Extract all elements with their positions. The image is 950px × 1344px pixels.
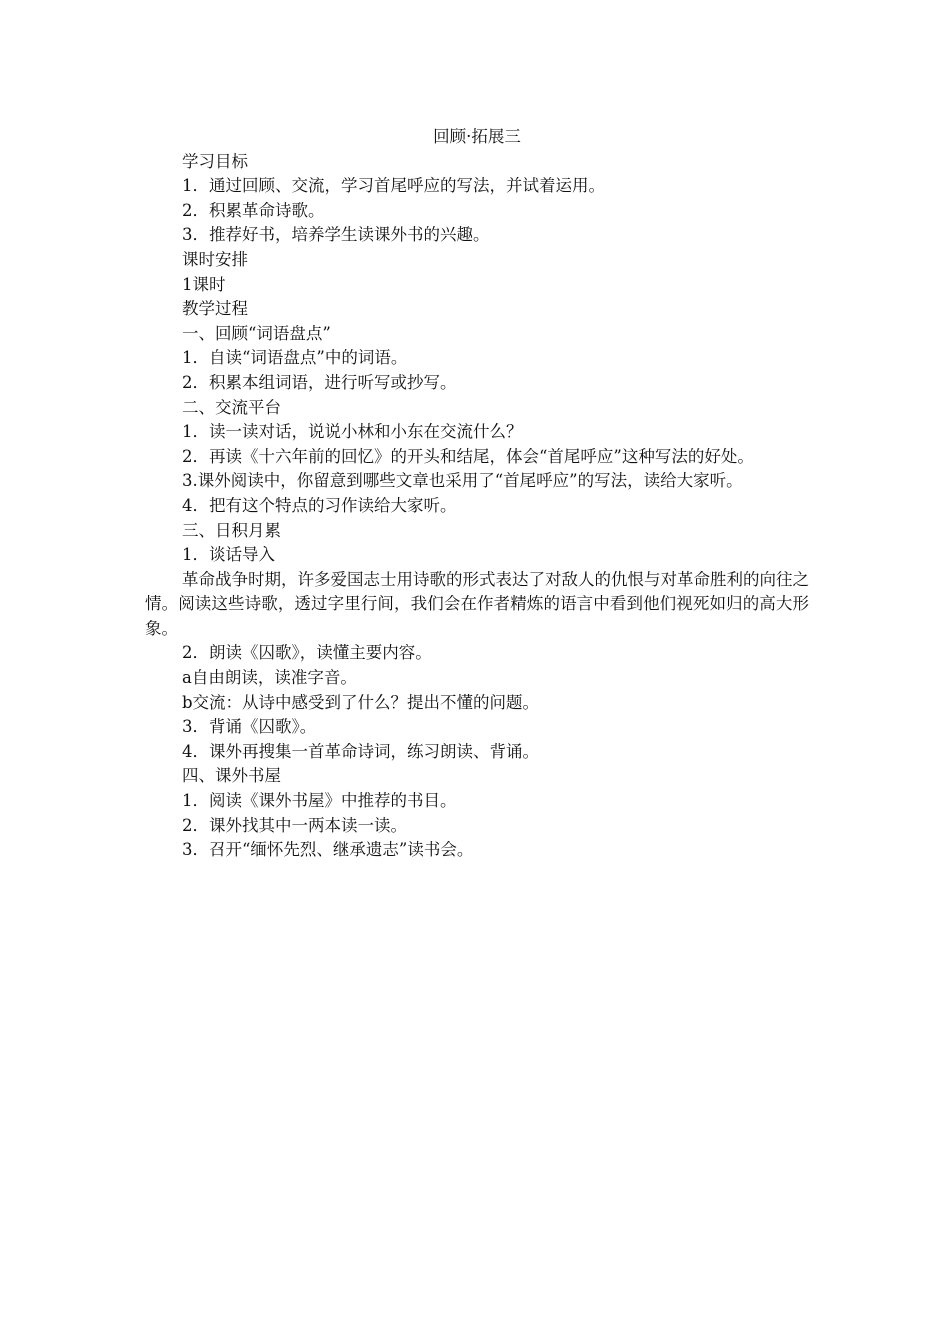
section-heading-schedule: 课时安排 [182,249,248,269]
list-item: a自由朗读，读准字音。 [182,668,357,688]
section-heading-objectives: 学习目标 [182,151,248,171]
document-page [145,125,809,863]
list-item: 4．课外再搜集一首革命诗词，练习朗读、背诵。 [182,741,539,761]
schedule-value: 1课时 [182,274,226,294]
list-item: 3．召开“缅怀先烈、继承遗志”读书会。 [182,840,474,860]
section-heading-process: 教学过程 [182,299,248,319]
list-item: 2．积累本组词语，进行听写或抄写。 [182,372,457,392]
list-item: 3.课外阅读中，你留意到哪些文章也采用了“首尾呼应”的写法，读给大家听。 [182,471,743,491]
list-item: 2．课外找其中一两本读一读。 [182,815,407,835]
list-item: 2．朗读《囚歌》，读懂主要内容。 [182,643,432,663]
list-item: 1．阅读《课外书屋》中推荐的书目。 [182,791,457,811]
objective-item: 2．积累革命诗歌。 [182,200,325,220]
list-item: 2．再读《十六年前的回忆》的开头和结尾，体会“首尾呼应”这种写法的好处。 [182,446,754,466]
list-item: 1．谈话导入 [182,545,275,565]
objective-item: 1．通过回顾、交流，学习首尾呼应的写法，并试着运用。 [182,176,605,196]
subsection-heading: 一、回顾“词语盘点” [182,323,331,343]
list-item: 1．自读“词语盘点”中的词语。 [182,348,408,368]
body-paragraph: 革命战争时期，许多爱国志士用诗歌的形式表达了对敌人的仇恨与对革命胜利的向往之情。阅读这些诗歌，透过字里行间，我们会在作者精炼的语言中看到他们视死如归的高大形象。 [145,569,809,638]
subsection-heading: 二、交流平台 [182,397,281,417]
document-title: 回顾·拓展三 [433,127,521,146]
list-item: 4．把有这个特点的习作读给大家听。 [182,495,457,515]
subsection-heading: 三、日积月累 [182,520,281,540]
subsection-heading: 四、课外书屋 [182,766,281,786]
list-item: b交流：从诗中感受到了什么？提出不懂的问题。 [182,692,540,712]
list-item: 1．读一读对话，说说小林和小东在交流什么？ [182,422,523,442]
list-item: 3．背诵《囚歌》。 [182,717,317,737]
objective-item: 3．推荐好书，培养学生读课外书的兴趣。 [182,225,490,245]
